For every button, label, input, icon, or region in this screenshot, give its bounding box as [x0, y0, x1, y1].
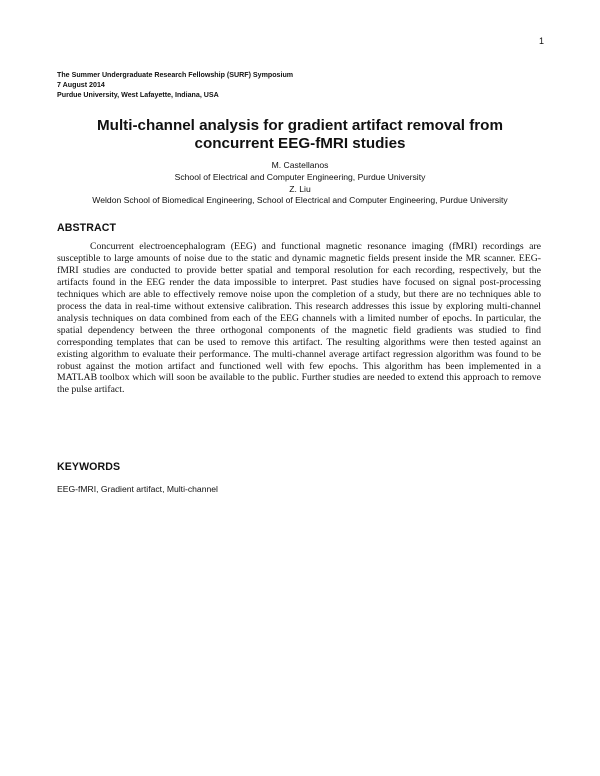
- keywords-text: EEG-fMRI, Gradient artifact, Multi-channel: [57, 484, 218, 494]
- conference-name: The Summer Undergraduate Research Fellowship (SURF) Symposium: [57, 71, 294, 79]
- page-number: 1: [538, 36, 544, 46]
- conference-header: [57, 70, 293, 100]
- conference-date: 7 August 2014: [57, 81, 105, 89]
- author-affiliation: Weldon School of Biomedical Engineering, School of Electrical and Computer Engineering, Purdue University: [92, 195, 508, 206]
- author-affiliation: School of Electrical and Computer Engineering, Purdue University: [174, 171, 426, 182]
- author-block: [0, 160, 600, 207]
- abstract-heading: ABSTRACT: [57, 222, 117, 234]
- author-name: M. Castellanos: [271, 160, 329, 170]
- keywords-heading: KEYWORDS: [57, 461, 121, 473]
- abstract-text: Concurrent electroencephalogram (EEG) and functional magnetic resonance imaging (fMRI) recordings are susceptible to large amounts of noise due to the static and dynamic magnetic fields present inside the MR scanner. EEG-fMRI studies are conducted to provide better spatial and temporal resolution for each recording, respectively, but the artifacts found in the EEG render the data impossible to interpret. Past studies have focused on signal post-processing techniques which are able to effectively remove noise upon the completion of a study, but there are no techniques able to process the data in real-time without extensive calibration. This research addresses this issue by exploring multi-channel analysis techniques on data combined from each of the EEG channels with a limited number of epochs. In particular, the spatial dependency between the three orthogonal components of the magnetic field gradients was studied to find corresponding templates that can be used to remove this artifact. The resulting algorithms were then tested against an existing algorithm to evaluate their performance. The multi-channel average artifact regression algorithm was found to be robust against the motion artifact and functioned well with few epochs. This algorithm has been implemented in a MATLAB toolbox which will soon be available to the public. Further studies are needed to extend this approach to remove the pulse artifact.: [57, 241, 541, 396]
- paper-title: [0, 117, 600, 153]
- paper-title-text: Multi-channel analysis for gradient artifact removal from concurrent EEG-fMRI studies: [97, 117, 503, 152]
- author-name: Z. Liu: [289, 183, 311, 194]
- conference-location: Purdue University, West Lafayette, Indiana, USA: [57, 91, 219, 99]
